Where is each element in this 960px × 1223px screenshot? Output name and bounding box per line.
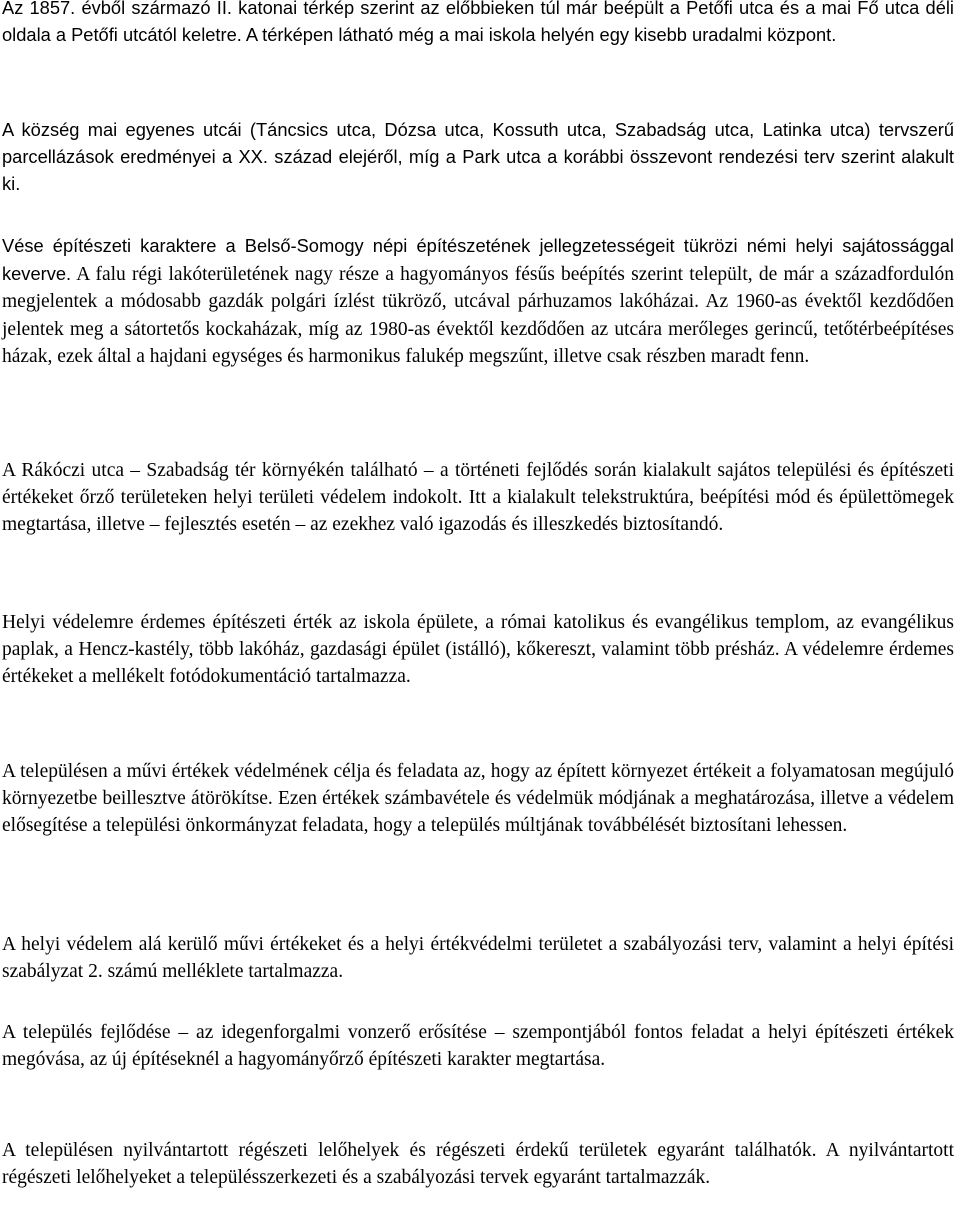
paragraph-regulation-plan: A helyi védelem alá kerülő művi értékeket és a helyi értékvédelmi területet a szabályozási terv, valamint a helyi építési szabályzat 2. számú melléklete tartalmazza. bbox=[2, 934, 954, 983]
paragraph-architectural-character-intro: Vése építészeti karaktere a Belső-Somogy népi építészetének jellegzetességeit tükrözi némi helyi sajátossággal keverve. bbox=[2, 235, 954, 285]
paragraph-military-map: Az 1857. évből származó II. katonai térkép szerint az előbbieken túl már beépült a Petőfi utca és a mai Fő utca déli oldala a Petőfi utcától keletre. A térképen látható még a mai iskola helyén egy kisebb uradalmi központ. bbox=[2, 0, 954, 46]
paragraph-streets-parcelling: A község mai egyenes utcái (Táncsics utca, Dózsa utca, Kossuth utca, Szabadság utca, Latinka utca) tervszerű parcellázások eredményei a XX. század elejéről, míg a Park utca a korábbi összevont rendezési terv szerint alakult ki. bbox=[2, 119, 954, 195]
paragraph-local-area-protection: A Rákóczi utca – Szabadság tér környékén található – a történeti fejlődés során kialakult sajátos települési és építészeti értékeket őrző területeken helyi területi védelem indokolt. Itt a kialakult telekstruktúra, beépítési mód és épülettömegek megtartása, illetve – fejlesztés esetén – az ezekhez való igazodás és illeszkedés biztosítandó. bbox=[2, 460, 954, 536]
paragraph-protected-buildings: Helyi védelemre érdemes építészeti érték az iskola épülete, a római katolikus és evangélikus templom, az evangélikus paplak, a Hencz-kastély, több lakóház, gazdasági épület (istálló), kőkereszt, valamint több présház. A védelemre érdemes értékeket a mellékelt fotódokumentáció tartalmazza. bbox=[2, 612, 954, 688]
paragraph-architectural-character bbox=[2, 232, 954, 370]
paragraph-architectural-character-body: A falu régi lakóterületének nagy része a hagyományos fésűs beépítés szerint települt, de már a századfordulón megjelentek a módosabb gazdák polgári ízlést tükröző, utcával párhuzamos lakóházai. Az 1960-as évektől kezdődően jelentek meg a sátortetős kockaházak, míg az 1980-as évektől kezdődően az utcára merőleges gerincű, tetőtérbeépítéses házak, ezek által a hajdani egységes és harmonikus falukép megszűnt, illetve csak részben maradt fenn. bbox=[2, 264, 954, 367]
paragraph-development: A település fejlődése – az idegenforgalmi vonzerő erősítése – szempontjából fontos feladat a helyi építészeti értékek megóvása, az új építéseknél a hagyományőrző építészeti karakter megtartása. bbox=[2, 1022, 954, 1071]
paragraph-protection-goals: A településen a művi értékek védelmének célja és feladata az, hogy az épített környezet értékeit a folyamatosan megújuló környezetbe beillesztve átörökítse. Ezen értékek számbavétele és védelmük módjának a meghatározása, illetve a védelem elősegítése a települési önkormányzat feladata, hogy a település múltjának továbbélését biztosítani lehessen. bbox=[2, 761, 954, 837]
paragraph-archaeological-sites: A településen nyilvántartott régészeti lelőhelyek és régészeti érdekű területek egyaránt találhatók. A nyilvántartott régészeti lelőhelyeket a településszerkezeti és a szabályozási tervek egyaránt tartalmazzák. bbox=[2, 1140, 954, 1189]
